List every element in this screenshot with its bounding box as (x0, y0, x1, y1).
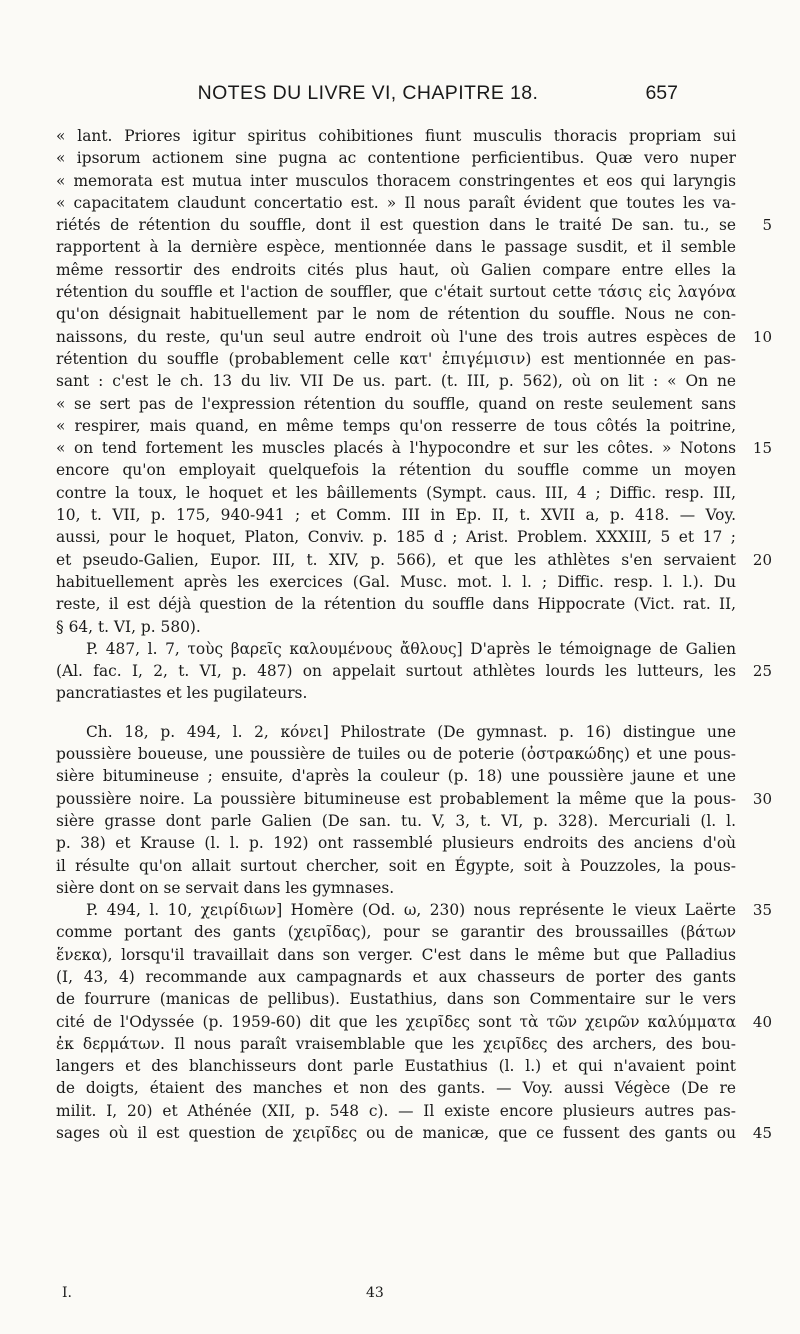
text-line (56, 832, 736, 854)
line-text: rapportent à la dernière espèce, mentionnée dans le passage susdit, et il semble (56, 238, 736, 257)
line-text: encore qu'on employait quelquefois la rétention du souffle comme un moyen (56, 461, 736, 480)
text-line (56, 1033, 736, 1055)
text-line (56, 170, 736, 192)
line-text: Ch. 18, p. 494, l. 2, κόνει] Philostrate (De gymnast. p. 16) distingue une (86, 722, 736, 741)
line-text: « memorata est mutua inter musculos thoracem constringentes et eos qui laryngis (56, 171, 736, 190)
line-text: habituellement après les exercices (Gal. Musc. mot. l. l. ; Diffic. resp. l. l.). Du (56, 572, 736, 591)
line-text: et pseudo-Galien, Eupor. III, t. XIV, p. 566), et que les athlètes s'en servaient (56, 550, 736, 569)
text-line (56, 236, 736, 258)
text-line (56, 988, 736, 1010)
text-line (56, 326, 772, 348)
line-text: poussière boueuse, une poussière de tuiles ou de poterie (ὀστρακώδης) et une pous- (56, 745, 736, 764)
text-line (56, 415, 736, 437)
line-text: ἐκ δερμάτων. Il nous paraît vraisemblable que les χειρῖδες des archers, des bou- (56, 1034, 736, 1053)
line-number: 35 (752, 901, 772, 920)
line-text: « on tend fortement les muscles placés à l'hypocondre et sur les côtes. » Notons (56, 439, 736, 458)
line-text: 10, t. VII, p. 175, 940-941 ; et Comm. III in Ep. II, t. XVII a, p. 418. — Voy. (56, 506, 736, 525)
line-text: « respirer, mais quand, en même temps qu'on resserre de tous côtés la poitrine, (56, 416, 736, 435)
line-text: sière dont on se servait dans les gymnases. (56, 878, 395, 897)
text-line (56, 259, 736, 281)
line-text: rétention du souffle et l'action de souffler, que c'était surtout cette τάσις εἰς λαγόνα (56, 283, 736, 302)
line-number: 25 (752, 662, 772, 681)
line-text: pancratiastes et les pugilateurs. (56, 684, 308, 703)
line-number: 30 (752, 789, 772, 808)
line-number: 45 (752, 1124, 772, 1143)
line-text: p. 38) et Krause (l. l. p. 192) ont rassemblé plusieurs endroits des anciens d'où (56, 834, 736, 853)
line-text: sant : c'est le ch. 13 du liv. VII De us. part. (t. III, p. 562), où on lit : « On ne (56, 372, 736, 391)
text-line (56, 1122, 772, 1144)
line-text: ἕνεκα), lorsqu'il travaillait dans son verger. C'est dans le même but que Palladius (56, 945, 736, 964)
text-line (56, 504, 736, 526)
text-line (56, 482, 736, 504)
line-text: § 64, t. VI, p. 580). (56, 617, 201, 636)
line-text: (Al. fac. I, 2, t. VI, p. 487) on appelait surtout athlètes lourds les lutteurs, les (56, 662, 736, 681)
line-number: 15 (752, 439, 772, 458)
page-footer (56, 1285, 736, 1307)
text-line (56, 437, 772, 459)
text-line (56, 459, 736, 481)
text-line (56, 393, 736, 415)
line-text: (I, 43, 4) recommande aux campagnards et aux chasseurs de porter des gants (56, 967, 736, 986)
line-text: cité de l'Odyssée (p. 1959-60) dit que les χειρῖδες sont τὰ τῶν χειρῶν καλύμματα (56, 1012, 736, 1031)
line-text: « lant. Priores igitur spiritus cohibitiones fiunt musculis thoracis propriam sui (56, 127, 736, 145)
text-line (56, 810, 736, 832)
line-text: sière bitumineuse ; ensuite, d'après la couleur (p. 18) une poussière jaune et une (56, 767, 736, 786)
line-text: « ipsorum actionem sine pugna ac contentione perficientibus. Quæ vero nuper (56, 149, 736, 168)
line-text: rétention du souffle (probablement celle κατ' ἐπιγέμισιν) est mentionnée en pas- (56, 349, 736, 368)
line-text: milit. I, 20) et Athénée (XII, p. 548 c). — Il existe encore plusieurs autres pas- (56, 1101, 736, 1120)
text-line (56, 214, 772, 236)
line-text: reste, il est déjà question de la rétention du souffle dans Hippocrate (Vict. rat. II, (56, 595, 736, 614)
line-text: de doigts, étaient des manches et non des gants. — Voy. aussi Végèce (De re (56, 1079, 736, 1098)
body-text (56, 125, 772, 1144)
line-text: langers et des blanchisseurs dont parle Eustathius (l. l.) et qui n'avaient point (56, 1057, 736, 1076)
text-line (56, 125, 736, 147)
line-text: poussière noire. La poussière bitumineuse est probablement la même que la pous- (56, 789, 736, 808)
text-line (56, 899, 772, 921)
line-text: riétés de rétention du souffle, dont il est question dans le traité De san. tu., se (56, 216, 736, 235)
line-text: il résulte qu'on allait surtout chercher, soit en Égypte, soit à Pouzzoles, la pous- (56, 856, 736, 875)
text-line (56, 855, 736, 877)
line-number: 10 (752, 327, 772, 346)
text-line (56, 526, 736, 548)
line-text: P. 487, l. 7, τοὺς βαρεῖς καλουμένους ἄθλους] D'après le témoignage de Galien (86, 639, 736, 658)
line-text: « se sert pas de l'expression rétention du souffle, quand on reste seulement sans (56, 394, 736, 413)
text-line (56, 721, 736, 743)
text-line (56, 616, 736, 638)
line-text: aussi, pour le hoquet, Platon, Conviv. p. 185 d ; Arist. Problem. XXXIII, 5 et 17 ; (56, 528, 736, 547)
line-text: sière grasse dont parle Galien (De san. tu. V, 3, t. VI, p. 328). Mercuriali (l. l. (56, 811, 736, 830)
text-line (56, 192, 736, 214)
line-number: 5 (762, 216, 772, 235)
line-text: de fourrure (manicas de pellibus). Eustathius, dans son Commentaire sur le vers (56, 990, 736, 1009)
text-line (56, 1100, 736, 1122)
running-title: NOTES DU LIVRE VI, CHAPITRE 18. (197, 82, 539, 104)
text-line (56, 147, 736, 169)
text-line (56, 549, 772, 571)
text-line (56, 370, 736, 392)
line-number: 20 (752, 550, 772, 569)
text-line (56, 743, 736, 765)
text-line (56, 348, 736, 370)
text-line (56, 593, 736, 615)
text-line (56, 660, 772, 682)
signature-number: 43 (366, 1285, 384, 1301)
line-text: P. 494, l. 10, χειρίδιων] Homère (Od. ω, 230) nous représente le vieux Laërte (86, 901, 736, 920)
text-line (56, 765, 736, 787)
text-line (56, 638, 736, 660)
signature-mark: I. (62, 1285, 72, 1301)
line-text: comme portant des gants (χειρῖδας), pour se garantir des broussailles (βάτων (56, 923, 736, 942)
line-text: « capacitatem claudunt concertatio est. » Il nous paraît évident que toutes les va- (56, 193, 736, 212)
text-line (56, 921, 736, 943)
line-text: qu'on désignait habituellement par le nom de rétention du souffle. Nous ne con- (56, 305, 736, 324)
text-line (56, 281, 736, 303)
text-line (56, 788, 772, 810)
text-line (56, 966, 736, 988)
line-number: 40 (752, 1012, 772, 1031)
line-text: contre la toux, le hoquet et les bâillements (Sympt. caus. III, 4 ; Diffic. resp. III, (56, 483, 736, 502)
text-line (56, 877, 736, 899)
text-line (56, 1011, 772, 1033)
text-line (56, 571, 736, 593)
running-head (118, 82, 678, 108)
text-line (56, 1055, 736, 1077)
text-line (56, 944, 736, 966)
page-number: 657 (645, 82, 678, 104)
line-text: naissons, du reste, qu'un seul autre endroit où l'une des trois autres espèces de (56, 327, 736, 346)
line-text: sages où il est question de χειρῖδες ou de manicæ, que ce fussent des gants ou (56, 1124, 736, 1143)
line-text: même ressortir des endroits cités plus haut, où Galien compare entre elles la (56, 260, 736, 279)
text-line (56, 1077, 736, 1099)
text-line (56, 303, 736, 325)
text-line (56, 682, 736, 704)
